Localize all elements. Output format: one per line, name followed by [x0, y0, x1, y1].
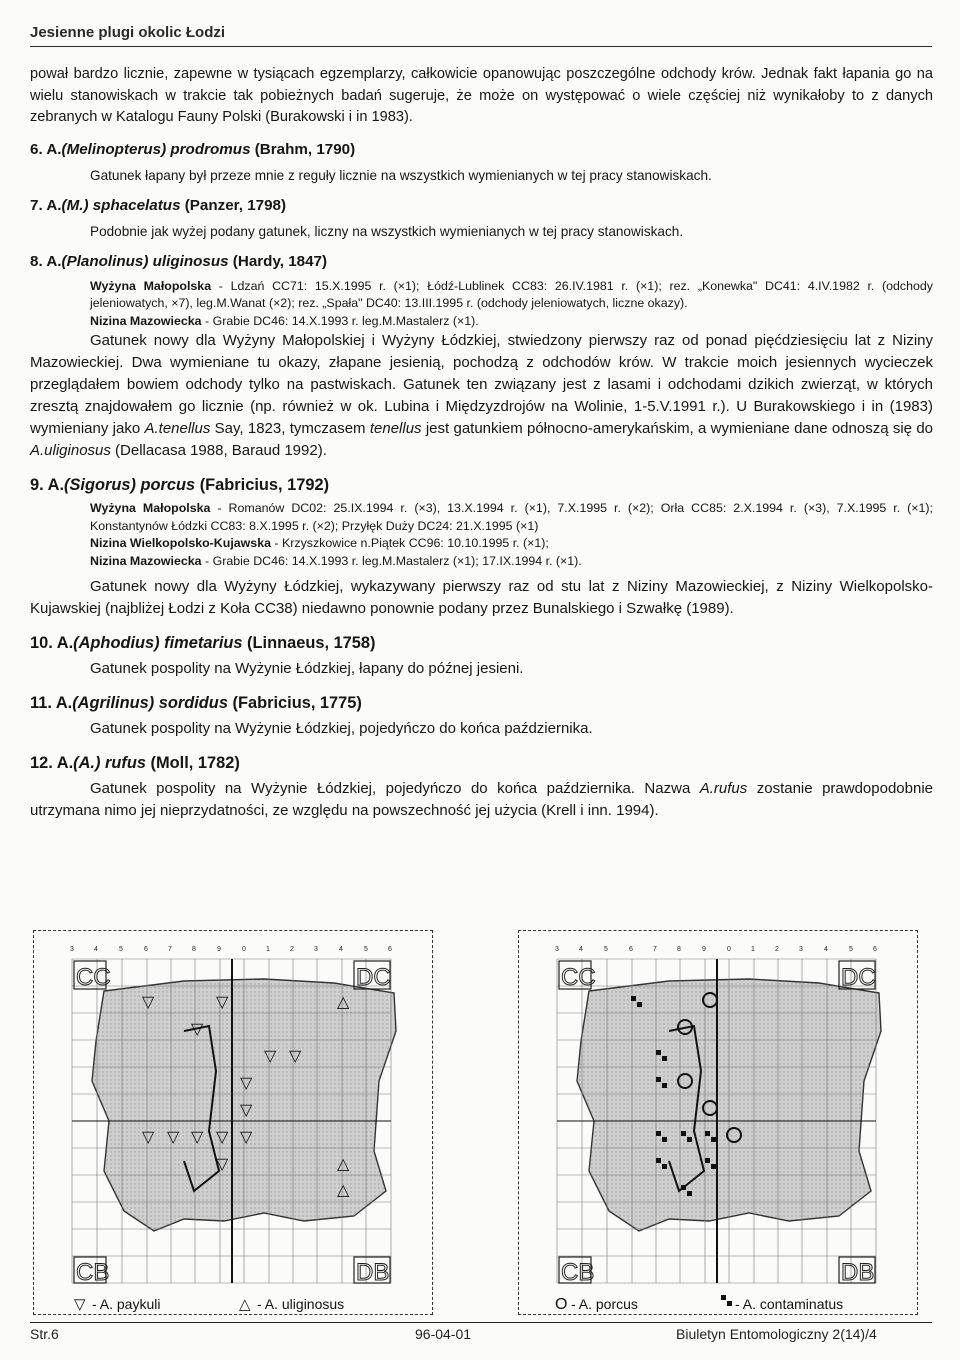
text-run: Say, 1823, tymczasem	[210, 420, 370, 437]
tick-label: 3	[70, 946, 74, 953]
region-name: Wyżyna Małopolska	[90, 278, 212, 293]
tick-label: 7	[168, 946, 172, 953]
species-8-record-1	[90, 278, 933, 313]
triangle-down-marker: ▽	[264, 1048, 277, 1065]
species-number: 11. A.	[30, 694, 73, 712]
tick-label: 0	[242, 946, 246, 953]
text-run: Gatunek nowy dla Wyżyny Małopolskiej i Wyżyny Łódzkiej, stwiedzony pierwszy raz od ponad pięćdziesięciu lat z Niziny Mazowieckiej. Dwa wymieniane tu okazy, złapane jesienią, pochodzą z odchodów krów. W trakcie moich jesiennych wycieczek przeglądałem bowiem odchody tylko na pastwiskach. Gatunek ten związany jest z lasami i odchodami dzikich zwierząt, w których zresztą znajdowałem go licznie (np. również w ok. Lubina i Międzyzdrojów na Wolinie, 1-5.V.1991 r.). U Burakowskiego i in (1983) wymieniany jako	[30, 332, 933, 437]
species-number: 10. A.	[30, 634, 74, 652]
legend-porcus-symbol: O	[555, 1296, 568, 1313]
taxon-italic: tenellus	[369, 420, 422, 437]
text-run: (Dellacasa 1988, Baraud 1992).	[110, 442, 327, 459]
species-10-heading	[30, 632, 933, 654]
record-text: - Romanów DC02: 25.IX.1994 r. (×3), 13.X.1994 r. (×1), 7.X.1995 r. (×2); Orła CC85: 2.X.1994 r. (×3), 7.X.1995 r. (×1); Konstantynów Łódzki CC83: 8.X.1995 r. (×2); Przyłęk Duży DC24: 21.X.1995 (×1)	[90, 501, 933, 533]
tick-label: 8	[677, 946, 681, 953]
footer-rule	[30, 1322, 932, 1323]
record-text: - Krzyszkowice n.Piątek CC96: 10.10.1995 r. (×1);	[270, 536, 549, 550]
species-name: (A.) rufus	[73, 754, 146, 772]
legend-paykuli-symbol: ▽	[74, 1296, 86, 1313]
species-author: (Panzer, 1798)	[180, 196, 287, 214]
species-12-note	[30, 778, 933, 822]
map-right	[519, 931, 917, 1314]
species-name: (Sigorus) porcus	[64, 476, 196, 494]
species-8-record-2	[90, 313, 933, 331]
taxon-italic: A.uliginosus	[30, 442, 111, 459]
region-name: Nizina Wielkopolsko-Kujawska	[90, 536, 271, 550]
species-name: (Aphodius) fimetarius	[73, 634, 243, 652]
triangle-down-marker: ▽	[142, 994, 155, 1011]
tick-label: 9	[217, 946, 221, 953]
triangle-down-marker: ▽	[216, 1129, 229, 1146]
triangle-down-marker: ▽	[216, 994, 229, 1011]
corner-label-dc: DC	[356, 964, 391, 991]
map-top-ticks	[70, 946, 392, 953]
article-body	[30, 64, 933, 822]
taxon-italic: A.rufus	[699, 780, 748, 797]
triangle-down-marker: ▽	[216, 1156, 229, 1173]
species-7-note: Podobnie jak wyżej podany gatunek, liczny na wszystkich wymienianych w tej pracy stanowiskach.	[90, 223, 684, 239]
species-7-heading	[30, 195, 933, 216]
corner-label-dc: DC	[841, 964, 876, 991]
legend-porcus-label: - A. porcus	[571, 1296, 638, 1312]
triangle-up-marker: △	[337, 1156, 350, 1173]
intro-paragraph: pował bardzo licznie, zapewne w tysiącach egzemplarzy, całkowicie opanowując poszczególne odchody krów. Jednak fakt łapania go na wielu stanowiskach w trakcie tak pobieżnych badań sugeruje, że może on występować o wiele częściej niż wynikałoby to z danych zebranych w Katalogu Fauny Polski (Burakowski i in 1983).	[30, 66, 933, 125]
species-author: (Moll, 1782)	[145, 754, 240, 772]
map-right-panel	[518, 930, 918, 1315]
corner-label-cb: CB	[76, 1259, 110, 1286]
triangle-down-marker: ▽	[240, 1129, 253, 1146]
species-9-record-3	[90, 553, 933, 571]
tick-label: 4	[579, 946, 583, 953]
triangle-down-marker: ▽	[240, 1102, 253, 1119]
tick-label: 0	[727, 946, 731, 953]
region-name: Nizina Mazowiecka	[90, 553, 202, 568]
region-name: Nizina Mazowiecka	[90, 313, 202, 328]
triangle-down-marker: ▽	[289, 1048, 302, 1065]
corner-label-db: DB	[841, 1259, 875, 1286]
tick-label: 7	[653, 946, 657, 953]
tick-label: 4	[94, 946, 98, 953]
species-9-discussion: Gatunek nowy dla Wyżyny Łódzkiej, wykazywany pierwszy raz od stu lat z Niziny Mazowieckiej, z Niziny Wielkopolsko-Kujawskiej (najbliżej Łodzi z Koła CC38) niedawno ponownie podany przez Bunalskiego i Szwałkę (1989).	[30, 578, 933, 617]
tick-label: 1	[751, 946, 755, 953]
species-name: (M.) sphacelatus	[61, 196, 181, 214]
species-name: (Agrilinus) sordidus	[72, 694, 228, 712]
map-left-panel	[33, 930, 433, 1315]
species-number: 8. A.	[30, 252, 62, 270]
tick-label: 2	[290, 946, 294, 953]
tick-label: 5	[604, 946, 608, 953]
legend-contaminatus-label: - A. contaminatus	[735, 1296, 844, 1312]
species-author: (Fabricius, 1792)	[195, 476, 330, 494]
taxon-italic: A.tenellus	[144, 420, 211, 437]
tick-label: 3	[555, 946, 559, 953]
corner-label-cc: CC	[76, 964, 111, 991]
tick-label: 1	[266, 946, 270, 953]
species-11-heading	[30, 692, 933, 714]
footer-journal: Biuletyn Entomologiczny 2(14)/4	[676, 1326, 877, 1342]
header-rule	[30, 46, 932, 47]
tick-label: 3	[799, 946, 803, 953]
tick-label: 5	[849, 946, 853, 953]
species-number: 12. A.	[30, 754, 74, 772]
species-9-record-1	[90, 500, 933, 535]
record-text: - Grabie DC46: 14.X.1993 r. leg.M.Mastalerz (×1); 17.IX.1994 r. (×1).	[201, 553, 582, 568]
legend-uliginosus-symbol: △	[239, 1296, 251, 1313]
legend-uliginosus-label: - A. uliginosus	[257, 1296, 345, 1312]
tick-label: 6	[873, 946, 877, 953]
map-left	[34, 931, 432, 1314]
tick-label: 8	[192, 946, 196, 953]
record-text: - Grabie DC46: 14.X.1993 r. leg.M.Mastalerz (×1).	[201, 313, 479, 328]
species-6-note: Gatunek łapany był przeze mnie z reguły licznie na wszystkich wymienianych w tej pracy stanowiskach.	[90, 167, 712, 183]
triangle-down-marker: ▽	[191, 1021, 204, 1038]
legend-paykuli-label: - A. paykuli	[92, 1296, 161, 1312]
corner-label-cc: CC	[561, 964, 596, 991]
triangle-down-marker: ▽	[167, 1129, 180, 1146]
record-text: - Ldzań CC71: 15.X.1995 r. (×1); Łódź-Lublinek CC83: 26.IV.1981 r. (×1); rez. „Konewka" DC41: 4.IV.1982 r. (odchody jeleniowatych, ×7), leg.M.Wanat (×2); rez. „Spała" DC40: 13.III.1995 r. (odchody jeleniowatych, liczne okazy).	[90, 278, 933, 310]
legend-contaminatus-symbol	[721, 1295, 732, 1306]
species-12-heading	[30, 752, 933, 774]
species-author: (Hardy, 1847)	[228, 252, 328, 270]
species-9-heading	[30, 474, 933, 496]
species-6-heading	[30, 139, 933, 160]
tick-label: 2	[775, 946, 779, 953]
triangle-down-marker: ▽	[240, 1075, 253, 1092]
tick-label: 4	[339, 946, 343, 953]
species-name: (Melinopterus) prodromus	[61, 140, 251, 158]
species-number: 9. A.	[30, 476, 65, 494]
tick-label: 6	[629, 946, 633, 953]
species-name: (Planolinus) uliginosus	[61, 252, 229, 270]
text-run: jest gatunkiem północno-amerykańskim, a wymieniane dane odnoszą się do	[421, 420, 934, 437]
corner-label-db: DB	[356, 1259, 390, 1286]
species-8-heading	[30, 251, 933, 272]
species-author: (Fabricius, 1775)	[227, 694, 362, 712]
triangle-down-marker: ▽	[142, 1129, 155, 1146]
text-run: Gatunek pospolity na Wyżynie Łódzkiej, pojedyńczo do końca października. Nazwa	[90, 780, 700, 797]
tick-label: 3	[314, 946, 318, 953]
map-top-ticks	[555, 946, 877, 953]
species-author: (Brahm, 1790)	[250, 140, 356, 158]
species-8-discussion	[30, 330, 933, 462]
species-11-note: Gatunek pospolity na Wyżynie Łódzkiej, pojedyńczo do końca października.	[90, 720, 593, 737]
tick-label: 5	[119, 946, 123, 953]
footer-page: Str.6	[30, 1326, 59, 1342]
species-number: 7. A.	[30, 196, 62, 214]
triangle-up-marker: △	[337, 1182, 350, 1199]
species-10-note: Gatunek pospolity na Wyżynie Łódzkiej, łapany do późnej jesieni.	[90, 660, 524, 677]
tick-label: 9	[702, 946, 706, 953]
text-run: zostanie prawdopodobnie utrzymana nimo jej nieprzydatności, ze względu na powszechność jej użycia (Krell i inn. 1994).	[30, 780, 933, 819]
species-number: 6. A.	[30, 140, 62, 158]
running-header: Jesienne plugi okolic Łodzi	[30, 24, 226, 41]
species-9-record-2	[90, 535, 933, 553]
region-name: Wyżyna Małopolska	[90, 501, 211, 515]
tick-label: 5	[364, 946, 368, 953]
tick-label: 4	[824, 946, 828, 953]
footer-date: 96-04-01	[415, 1326, 472, 1342]
species-author: (Linnaeus, 1758)	[242, 634, 376, 652]
triangle-down-marker: ▽	[191, 1129, 204, 1146]
tick-label: 6	[144, 946, 148, 953]
tick-label: 6	[388, 946, 392, 953]
triangle-up-marker: △	[337, 994, 350, 1011]
corner-label-cb: CB	[561, 1259, 595, 1286]
